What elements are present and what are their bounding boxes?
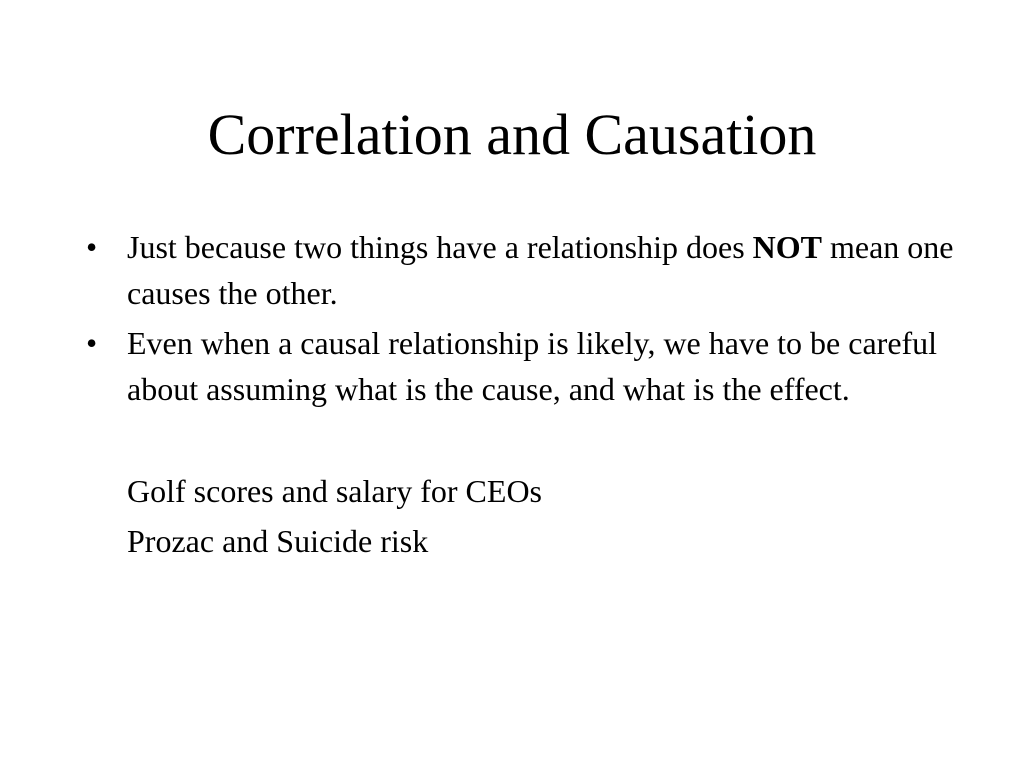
bullet-marker: • — [86, 229, 98, 265]
bullet-item-1 — [86, 224, 966, 316]
example-1: Golf scores and salary for CEOs — [127, 473, 542, 509]
bullet-text-1a: Just because two things have a relationship does — [127, 229, 753, 265]
spacer — [86, 416, 966, 468]
bullet-emphasis-not: NOT — [752, 229, 822, 265]
bullet-text-1b: mean one causes the other. — [127, 229, 954, 311]
bullet-marker: • — [86, 325, 98, 361]
slide-title: Correlation and Causation — [207, 102, 817, 167]
example-2: Prozac and Suicide risk — [127, 523, 429, 559]
bullet-item-2 — [86, 320, 966, 412]
slide-body — [86, 224, 966, 568]
bullet-text-2: Even when a causal relationship is likely, we have to be careful about assuming what is the cause, and what is the effect. — [127, 325, 938, 407]
